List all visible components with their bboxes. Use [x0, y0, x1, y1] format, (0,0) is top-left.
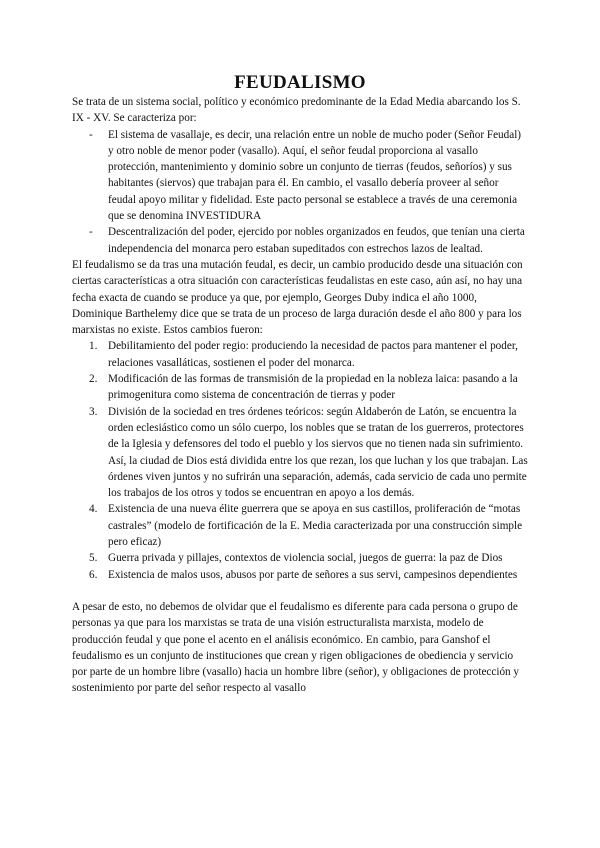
number-marker: 3.	[89, 405, 98, 418]
paragraph-spacer	[72, 583, 528, 599]
list-item-text: El sistema de vasallaje, es decir, una relación entre un noble de mucho poder (Señor Feudal) y otro noble de menor poder (vasallo). Aquí, el señor feudal proporciona al vasallo protección, mantenimiento y dominio sobre un conjunto de tierras (feudos, señoríos) y sus habitantes (siervos) que trabajan para él. En cambio, el vasallo debería proveer al señor feudal apoyo militar y fidelidad. Este pacto personal se establece a través de una ceremonia que se denomina INVESTIDURA	[108, 128, 522, 223]
list-item	[72, 501, 528, 550]
list-item-text: Descentralización del poder, ejercido por nobles organizados en feudos, que tenían una cierta independencia del monarca pero estaban supeditados con estrechos lazos de lealtad.	[108, 226, 525, 255]
list-item	[72, 404, 528, 502]
list-item	[72, 550, 528, 566]
list-item-text: División de la sociedad en tres órdenes teóricos: según Aldaberón de Latón, se encuentra la orden eclesiástico como un sólo cuerpo, los nobles que se tratan de los guerreros, protectores de la Iglesia y defensores del todo el pueblo y los siervos que no tienen nada sin sufrimiento. Así, la ciudad de Dios está dividida entre los que rezan, los que luchan y los que trabajan. Las órdenes viven juntos y no sufrirán una separación, además, cada servicio de cada uno permite los trabajos de los otros y todos se encuentran en apoyo a los demás.	[108, 405, 528, 500]
document-page	[72, 72, 528, 697]
number-marker: 5.	[89, 552, 98, 565]
list-item	[72, 338, 528, 371]
dash-marker: -	[89, 128, 93, 141]
characteristics-list	[72, 127, 528, 257]
list-item-text: Existencia de una nueva élite guerrera que se apoya en sus castillos, proliferación de “motas castrales” (modelo de fortificación de la E. Media caracterizada por una construcción simple pero eficaz)	[108, 503, 523, 549]
mutation-paragraph: El feudalismo se da tras una mutación feudal, es decir, un cambio producido desde una situación con ciertas características a otra situación con características feudalistas en este caso, aún así, no hay una fecha exacta de cuando se produce ya que, por ejemplo, Georges Duby indica el año 1000, Dominique Barthelemy dice que se trata de un proceso de larga duración desde el año 800 y para los marxistas no existe. Estos cambios fueron:	[72, 258, 523, 337]
closing-paragraph: A pesar de esto, no debemos de olvidar que el feudalismo es diferente para cada persona o grupo de personas ya que para los marxistas se trata de una visión estructuralista marxista, modelo de producción feudal y que pone el acento en el análisis económico. En cambio, para Ganshof el feudalismo es un conjunto de instituciones que crean y rigen obligaciones de obediencia y servicio por parte de un hombre libre (vasallo) hacia un hombre libre (señor), y obligaciones de protección y sostenimiento por parte del señor respecto al vasallo	[72, 600, 520, 695]
intro-paragraph: Se trata de un sistema social, político y económico predominante de la Edad Media abarcando los S. IX - XV. Se caracteriza por:	[72, 96, 521, 125]
list-item	[72, 127, 528, 225]
number-marker: 1.	[89, 340, 98, 353]
page-title: FEUDALISMO	[234, 72, 366, 93]
list-item-text: Existencia de malos usos, abusos por parte de señores a sus servi, campesinos dependientes	[108, 568, 518, 581]
list-item-text: Debilitamiento del poder regio: produciendo la necesidad de pactos para mantener el poder, relaciones vasalláticas, sostienen el poder del monarca.	[108, 340, 518, 369]
list-item	[72, 224, 528, 257]
number-marker: 4.	[89, 503, 98, 516]
number-marker: 2.	[89, 373, 98, 386]
list-item-text: Guerra privada y pillajes, contextos de violencia social, juegos de guerra: la paz de Dios	[108, 552, 503, 565]
changes-list	[72, 338, 528, 582]
dash-marker: -	[89, 226, 93, 239]
list-item-text: Modificación de las formas de transmisión de la propiedad en la nobleza laica: pasando a la primogenitura como sistema de concentración de tierras y poder	[108, 373, 518, 402]
number-marker: 6.	[89, 568, 98, 581]
list-item	[72, 371, 528, 404]
list-item	[72, 567, 528, 583]
